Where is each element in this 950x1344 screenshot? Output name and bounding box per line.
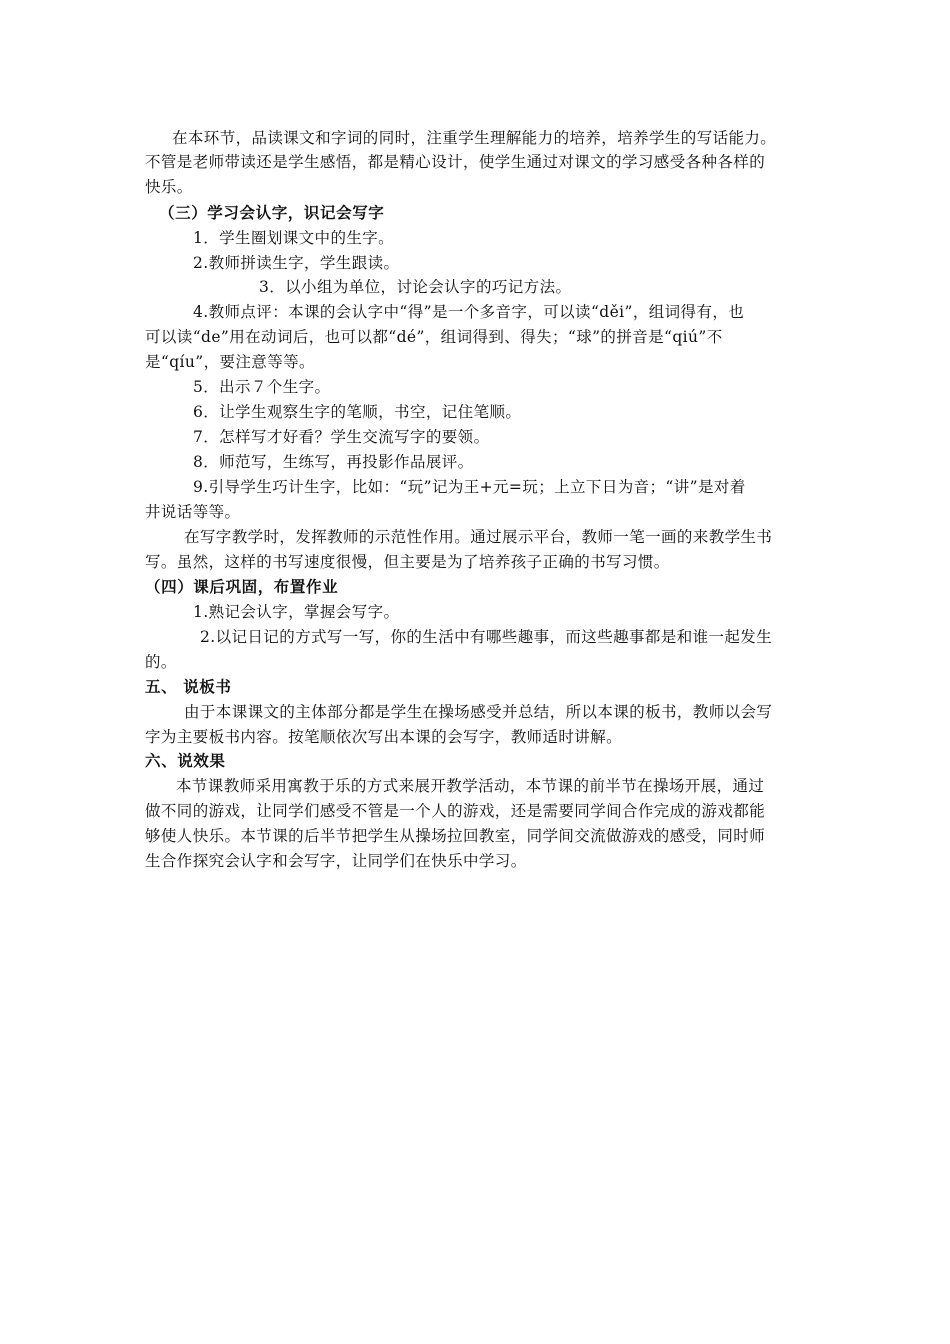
section-6-line-1: 本节课教师采用寓教于乐的方式来展开教学活动，本节课的前半节在操场开展，通过	[176, 777, 765, 795]
section-3-item-6: 6．让学生观察生字的笔顺，书空，记住笔顺。	[193, 403, 522, 421]
section-4-item-1: 1.熟记会认字，掌握会写字。	[193, 603, 400, 621]
section-6-line-4: 生合作探究会认字和会写字，让同学们在快乐中学习。	[145, 852, 527, 870]
section-3-item-5: 5．出示７个生字。	[193, 378, 331, 396]
section-3-item-1: 1．学生圈划课文中的生字。	[193, 229, 395, 247]
section-3-item-9-line-1: 9.引导学生巧计生字，比如：“玩”记为王+元=玩；上立下日为音；“讲”是对着	[193, 478, 746, 496]
section-3-item-9-line-2: 井说话等等。	[145, 503, 241, 521]
section-3-item-4-line-2: 可以读“de”用在动词后，也可以都“dé”，组词得到、得失；“球”的拼音是“qiú”不	[145, 328, 723, 346]
section-3-item-2: 2.教师拼读生字，学生跟读。	[193, 254, 400, 272]
section-5-heading: 五、 说板书	[145, 678, 232, 696]
section-3-item-7: 7．怎样写才好看？学生交流写字的要领。	[193, 428, 490, 446]
section-4-item-2-line-2: 的。	[145, 653, 177, 671]
section-3-item-8: 8．师范写，生练写，再投影作品展评。	[193, 453, 474, 471]
section-6-line-2: 做不同的游戏，让同学们感受不管是一个人的游戏，还是需要同学间合作完成的游戏都能	[145, 802, 766, 820]
section-6-heading: 六、说效果	[145, 752, 226, 770]
section-3-item-4-line-1: 4.教师点评：本课的会认字中“得”是一个多音字，可以读“děi”，组词得有，也	[193, 303, 745, 321]
section-3-note-line-2: 写。虽然，这样的书写速度很慢，但主要是为了培养孩子正确的书写习惯。	[145, 553, 670, 571]
section-3-note-line-1: 在写字教学时，发挥教师的示范性作用。通过展示平台，教师一笔一画的来教学生书	[184, 528, 773, 546]
section-6-line-3: 够使人快乐。本节课的后半节把学生从操场拉回教室，同学间交流做游戏的感受，同时师	[145, 827, 766, 845]
section-3-heading: （三）学习会认字，识记会写字	[159, 204, 385, 222]
intro-line-1: 在本环节，品读课文和字词的同时，注重学生理解能力的培养，培养学生的写话能力。	[172, 129, 777, 147]
section-3-item-3: 3．以小组为单位，讨论会认字的巧记方法。	[259, 278, 572, 296]
section-4-item-2-line-1: 2.以记日记的方式写一写，你的生活中有哪些趣事，而这些趣事都是和谁一起发生	[200, 628, 773, 646]
section-5-line-1: 由于本课课文的主体部分都是学生在操场感受并总结，所以本课的板书，教师以会写	[184, 703, 773, 721]
intro-line-2: 不管是老师带读还是学生感悟，都是精心设计，使学生通过对课文的学习感受各种各样的	[145, 153, 766, 171]
intro-line-3: 快乐。	[145, 178, 193, 196]
section-5-line-2: 字为主要板书内容。按笔顺依次写出本课的会写字，教师适时讲解。	[145, 728, 623, 746]
section-3-item-4-line-3: 是“qíu”，要注意等等。	[145, 353, 315, 371]
section-4-heading: （四）课后巩固，布置作业	[145, 578, 339, 596]
